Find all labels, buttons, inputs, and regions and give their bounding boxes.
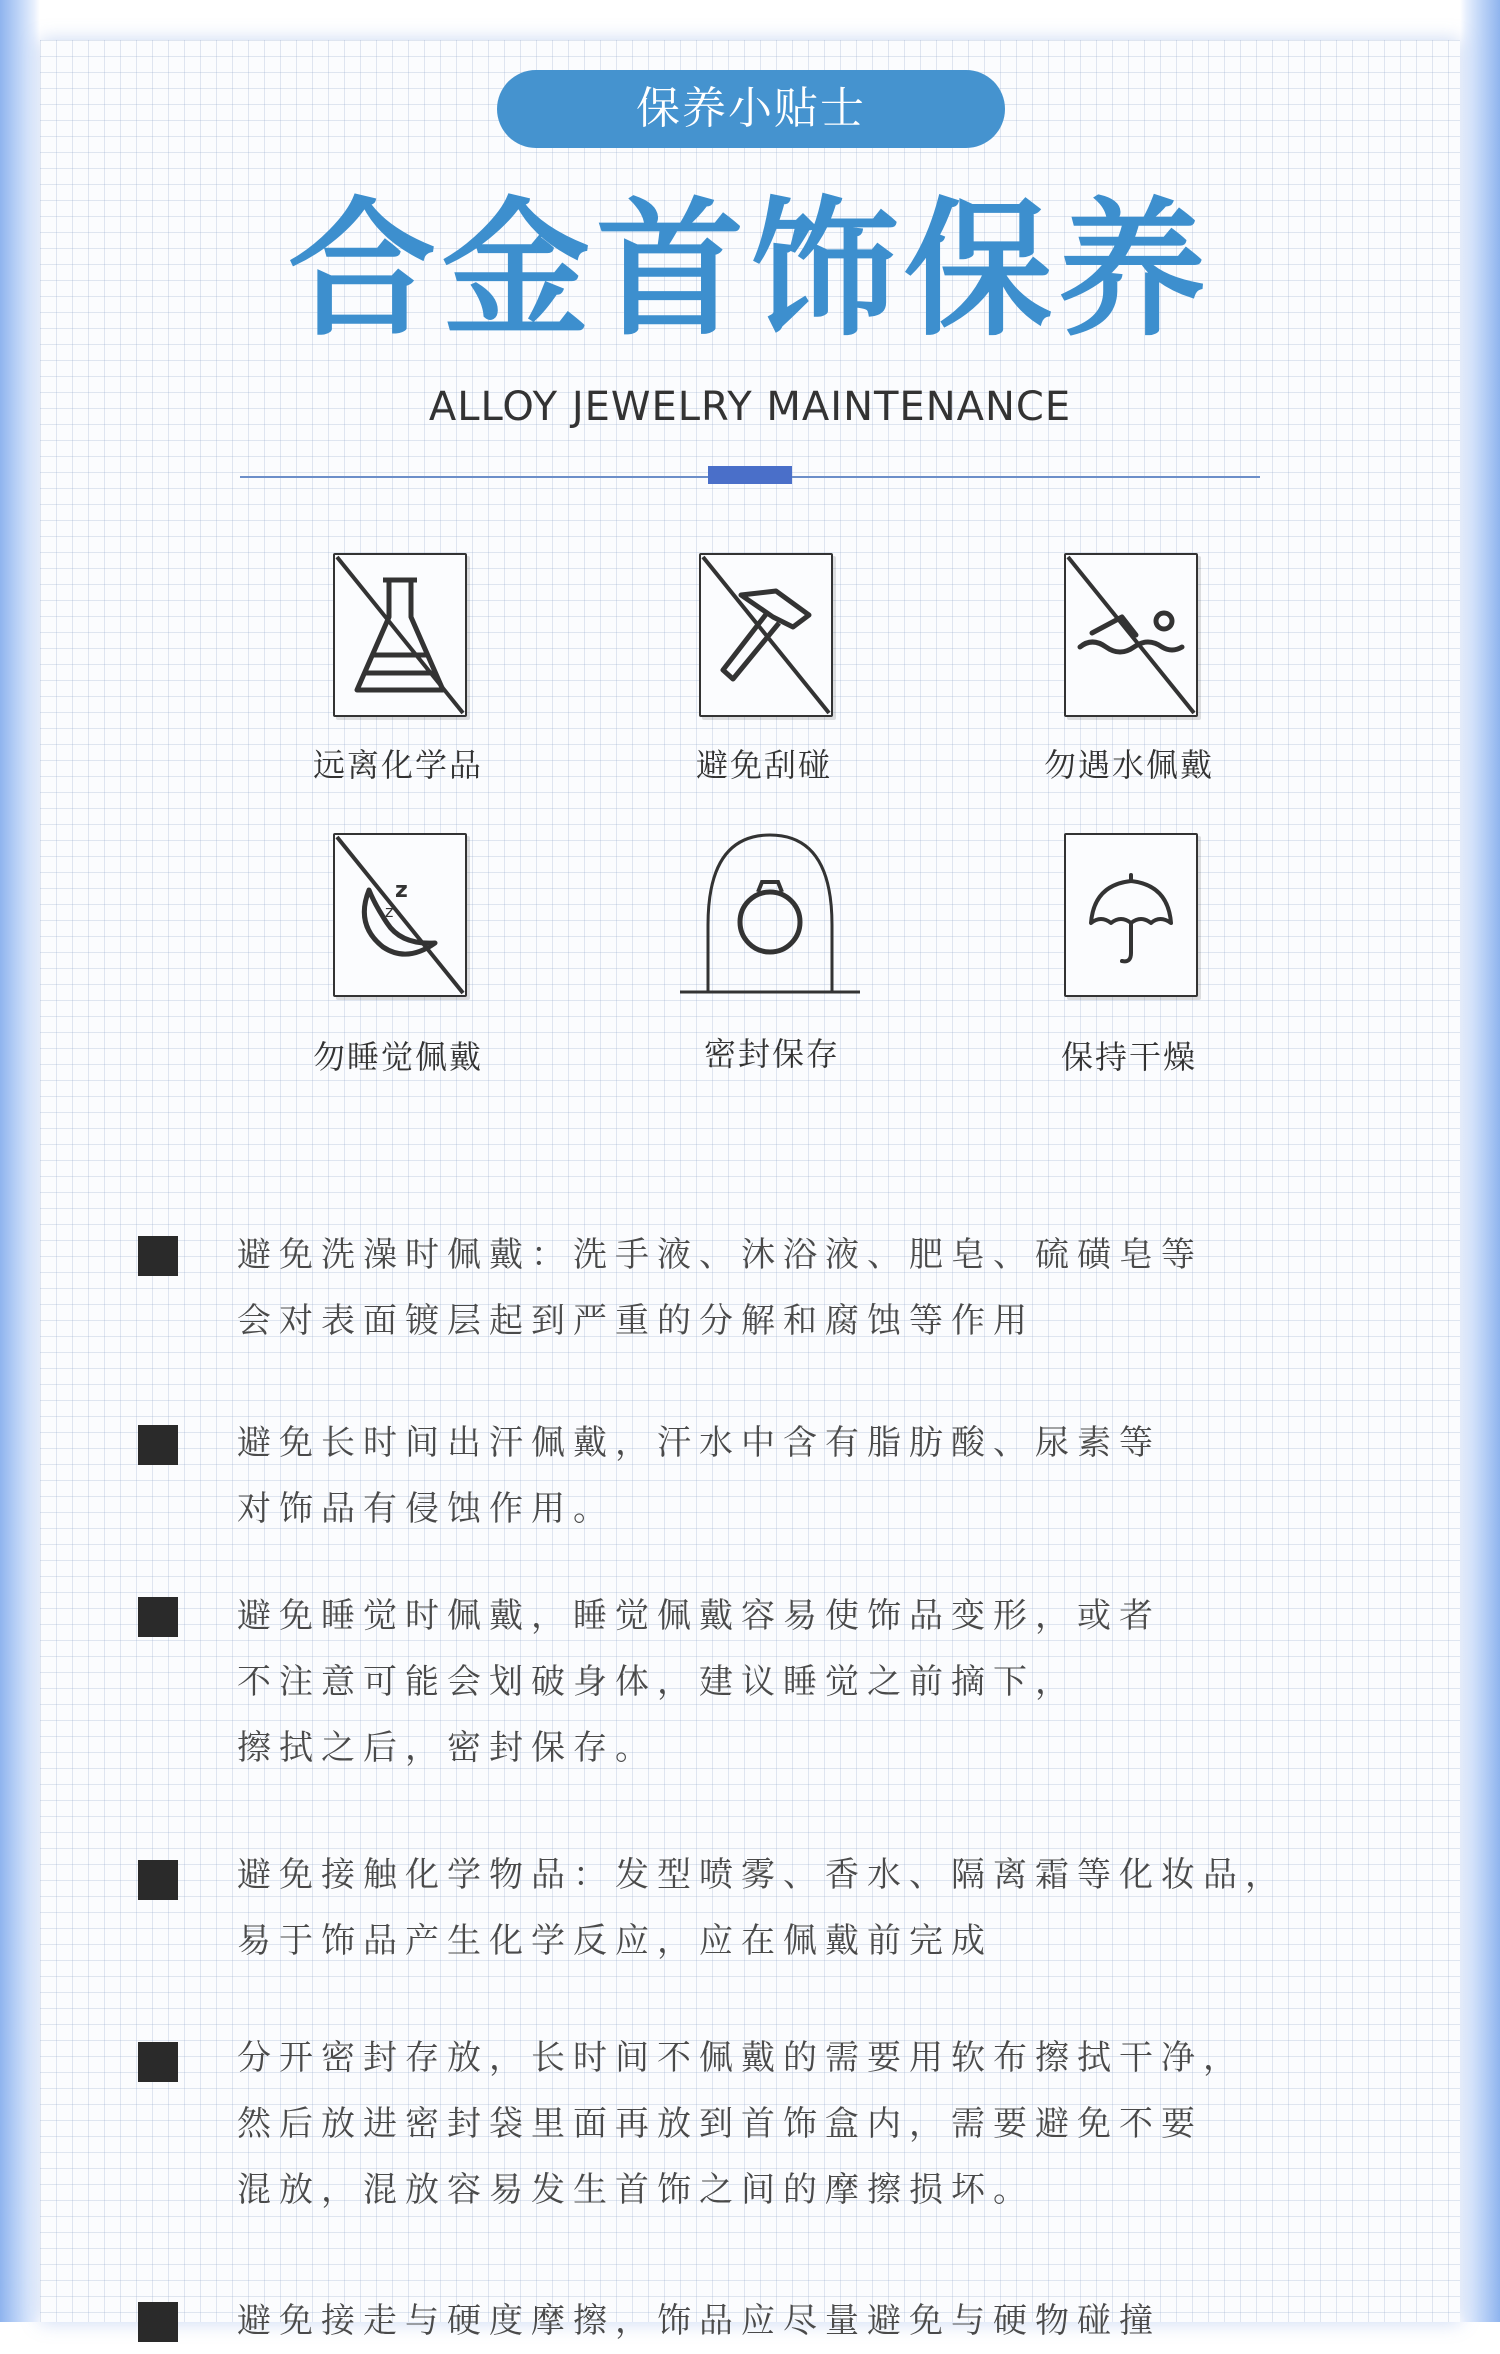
list-bullet (138, 1425, 178, 1465)
list-bullet (138, 1597, 178, 1637)
list-item (237, 2025, 1337, 2223)
svg-text:z: z (395, 878, 408, 903)
list-item-line: 会对表面镀层起到严重的分解和腐蚀等作用 (237, 1301, 1035, 1341)
list-bullet (138, 2042, 178, 2082)
list-item-line: 易于饰品产生化学反应，应在佩戴前完成 (237, 1921, 993, 1961)
list-item-line: 混放，混放容易发生首饰之间的摩擦损坏。 (237, 2170, 1035, 2210)
icon-label-sleep: 勿睡觉佩戴 (312, 1038, 483, 1076)
icon-label-water: 勿遇水佩戴 (1043, 746, 1214, 784)
icon-label-sealed: 密封保存 (703, 1035, 840, 1073)
list-item-line: 分开密封存放，长时间不佩戴的需要用软布擦拭干净， (237, 2038, 1245, 2078)
svg-text:z: z (385, 902, 394, 921)
list-bullet (138, 1236, 178, 1276)
icon-label-dry: 保持干燥 (1060, 1038, 1197, 1076)
tips-pill-badge: 保养小贴士 (497, 70, 1005, 148)
list-item-line: 对饰品有侵蚀作用。 (237, 1489, 615, 1529)
list-item-line: 然后放进密封袋里面再放到首饰盒内，需要避免不要 (237, 2104, 1203, 2144)
list-item-line: 避免洗澡时佩戴：洗手液、沐浴液、肥皂、硫磺皂等 (237, 1235, 1203, 1275)
ring-icon (680, 830, 860, 1000)
icon-label-scratch: 避免刮碰 (695, 746, 832, 784)
list-item-line: 避免睡觉时佩戴，睡觉佩戴容易使饰品变形，或者 (237, 1596, 1161, 1636)
umbrella-icon (1064, 833, 1198, 997)
divider-accent (708, 466, 792, 484)
list-bullet (138, 2302, 178, 2342)
list-item-line: 避免接走与硬度摩擦，饰品应尽量避免与硬物碰撞 (237, 2301, 1161, 2341)
list-item (237, 1410, 1337, 1542)
list-item (237, 1842, 1337, 1974)
page-title: 合金首饰保养 (288, 184, 1212, 356)
flask-icon (333, 553, 467, 717)
list-item (237, 1583, 1337, 1781)
hammer-icon (699, 553, 833, 717)
list-item-line: 擦拭之后，密封保存。 (237, 1728, 657, 1768)
icon-label-chemicals: 远离化学品 (312, 746, 483, 784)
list-bullet (138, 1860, 178, 1900)
page-subtitle: ALLOY JEWELRY MAINTENANCE (428, 384, 1072, 430)
list-item (237, 2288, 1337, 2354)
list-item-line: 不注意可能会划破身体，建议睡觉之前摘下， (237, 1662, 1077, 1702)
list-item-line: 避免接触化学物品：发型喷雾、香水、隔离霜等化妆品， (237, 1855, 1287, 1895)
list-item-line: 避免长时间出汗佩戴，汗水中含有脂肪酸、尿素等 (237, 1423, 1161, 1463)
swimmer-icon (1064, 553, 1198, 717)
list-item (237, 1222, 1337, 1354)
sleep-icon (333, 833, 467, 997)
